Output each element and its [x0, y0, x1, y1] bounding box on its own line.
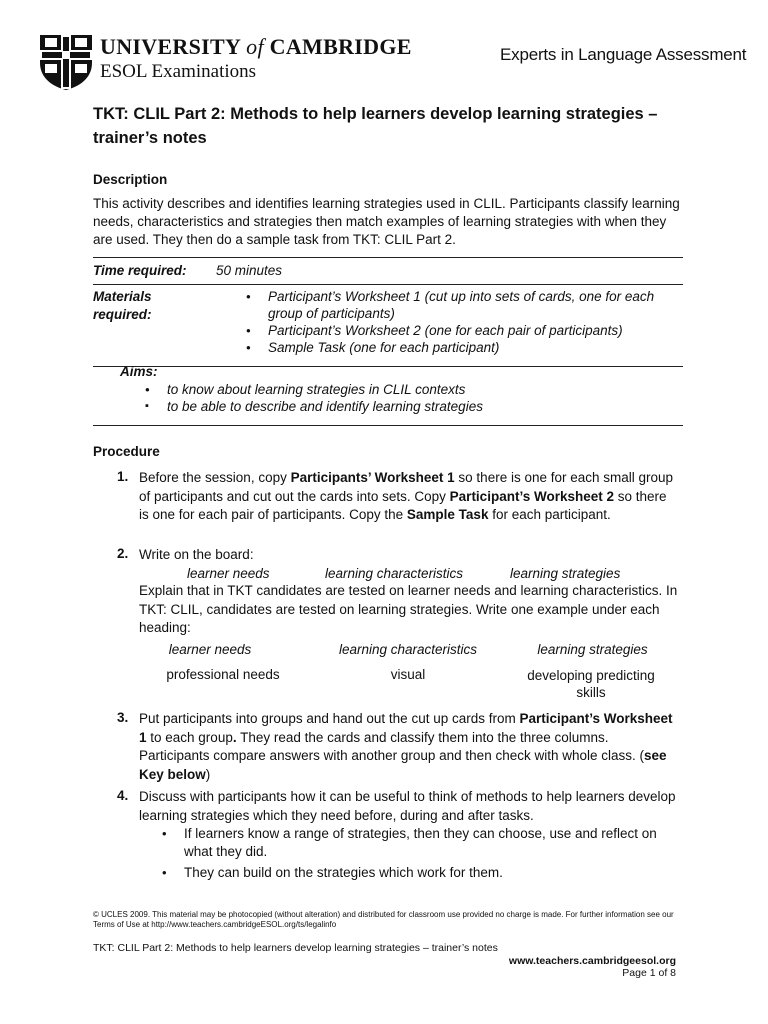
step-3-text: Put participants into groups and hand out the cut up cards from Participant’s Worksheet 1 to each group. They read the cards and classify them into the three columns. Participants compare answers with another group and then check with whole class. (see Key below) — [139, 711, 673, 782]
step-number: 4. — [117, 788, 129, 803]
step-2-intro: Write on the board: — [139, 547, 254, 562]
divider — [93, 284, 683, 285]
example-heading: learning strategies — [537, 642, 648, 657]
description-text: This activity describes and identifies learning strategies used in CLIL. Participants classify learning needs, characteristics and strategies then match examples of learning strategies with when they are used. They then do a sample task from TKT: CLIL Part 2. — [93, 196, 680, 247]
description-heading: Description — [93, 172, 168, 187]
university-name: UNIVERSITY of CAMBRIDGE — [100, 34, 412, 59]
example-heading: learner needs — [168, 642, 252, 657]
copyright-notice: © UCLES 2009. This material may be photocopied (without alteration) and distributed for classroom use provided no charge is made. For further information see our Terms of Use at http://www.teachers.cambridgeESOL.org/ts/legalinfo — [93, 910, 674, 929]
procedure-heading: Procedure — [93, 444, 160, 459]
divider — [93, 257, 683, 258]
university-crest-icon — [38, 33, 94, 91]
divider — [93, 425, 683, 426]
tagline: Experts in Language Assessment — [500, 45, 747, 64]
time-label: Time required: — [93, 263, 187, 278]
board-heading: learning characteristics — [325, 566, 464, 581]
aims-label: Aims: — [120, 364, 158, 379]
step-4-text: Discuss with participants how it can be useful to think of methods to help learners develop learning strategies which they need before, during and after tasks. — [139, 789, 676, 823]
list-item: • Sample Task (one for each participant) — [246, 339, 666, 356]
list-item: • Participant’s Worksheet 1 (cut up into sets of cards, one for each group of participants) — [246, 288, 666, 322]
esol-examinations: ESOL Examinations — [100, 61, 257, 82]
step-number: 1. — [117, 469, 129, 484]
step-number: 2. — [117, 546, 129, 561]
list-item: • They can build on the strategies which work for them. — [162, 864, 667, 882]
divider — [93, 366, 683, 367]
example-value: visual — [390, 667, 426, 682]
step-1-text: Before the session, copy Participants’ Worksheet 1 so there is one for each small group of participants and cut out the cards into sets. Copy Participant’s Worksheet 2 so there is one for each pair of participants. Copy the Sample Task for each participant. — [139, 470, 674, 522]
list-item: ▪ to be able to describe and identify learning strategies — [145, 398, 565, 415]
example-heading: learning characteristics — [338, 642, 478, 657]
list-item: • If learners know a range of strategies, then they can choose, use and reflect on what they did. — [162, 825, 667, 861]
step-number: 3. — [117, 710, 129, 725]
footer-website: www.teachers.cambridgeesol.org — [508, 955, 676, 967]
board-heading: learner needs — [187, 566, 270, 581]
example-value: professional needs — [166, 667, 280, 682]
page-title: TKT: CLIL Part 2: Methods to help learners develop learning strategies – trainer’s notes — [93, 105, 658, 147]
aims-list — [145, 381, 565, 398]
materials-list — [246, 288, 666, 356]
step-4-bullets — [162, 825, 667, 882]
board-heading: learning strategies — [510, 566, 621, 581]
time-value: 50 minutes — [216, 263, 283, 278]
page-number: Page 1 of 8 — [622, 967, 676, 979]
example-value: developing predicting skills — [527, 668, 655, 700]
materials-label: Materials required: — [93, 289, 152, 322]
aims-list — [145, 398, 565, 415]
list-item: • Participant’s Worksheet 2 (one for each pair of participants) — [246, 322, 666, 339]
step-2-text: Explain that in TKT candidates are tested on learner needs and learning characteristics. In TKT: CLIL, candidates are tested on learning strategies. Write one example under each heading: — [139, 583, 678, 635]
footer-doc-title: TKT: CLIL Part 2: Methods to help learners develop learning strategies – trainer’s notes — [93, 942, 498, 954]
list-item: • to know about learning strategies in CLIL contexts — [145, 381, 565, 398]
